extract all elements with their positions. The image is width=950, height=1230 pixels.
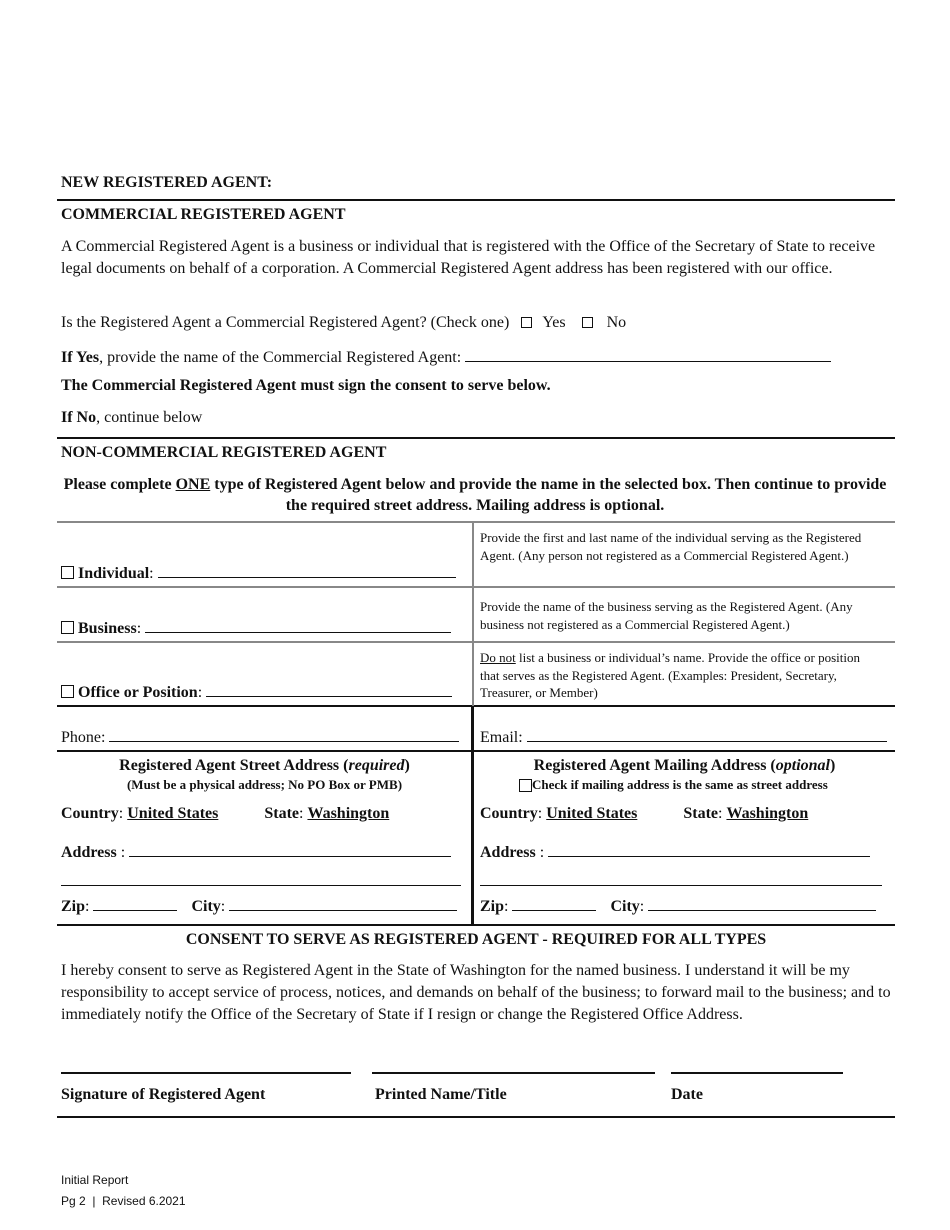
individual-label: Individual (78, 565, 150, 582)
street-subtitle: (Must be a physical address; No PO Box or PMB) (126, 777, 403, 792)
date-line[interactable] (671, 1072, 843, 1074)
mailing-zip-city-row: Zip: City: (480, 896, 876, 916)
table-line (57, 705, 895, 707)
section-title: NEW REGISTERED AGENT: (61, 174, 273, 191)
table-line (57, 924, 895, 926)
consent-text: I hereby consent to serve as Registered Agent in the State of Washington for the named business. I understand it will be my responsibility to accept service of process, notices, and demands on behalf of the business; to forward mail to the business; and to immediately notify the Office of the Secretary of State if I resign or change the Registered Office Address. (61, 962, 891, 1023)
footer-report: Initial Report (61, 1173, 129, 1187)
printed-name-line[interactable] (372, 1072, 655, 1074)
commercial-question-row (61, 314, 626, 332)
signature-label: Signature of Registered Agent (61, 1086, 266, 1103)
noncommercial-instructions: Please complete ONE type of Registered Agent below and provide the name in the selected box. Then continue to provide the required street address. Mailing address is optional. (63, 476, 887, 514)
email-row (480, 727, 887, 747)
office-field[interactable] (206, 682, 452, 697)
mailing-address-row: Address : (480, 842, 870, 862)
office-label: Office or Position (78, 684, 198, 701)
street-address-line2[interactable] (61, 885, 461, 886)
table-vline (471, 706, 474, 925)
mailing-address-line2[interactable] (480, 885, 882, 886)
table-line (57, 641, 895, 643)
if-no-row (61, 409, 202, 427)
yes-label: Yes (542, 314, 566, 331)
signature-line[interactable] (61, 1072, 351, 1074)
street-city-field[interactable] (229, 896, 457, 911)
no-label: No (606, 314, 627, 331)
phone-row (61, 727, 459, 747)
business-label: Business (78, 620, 137, 637)
mailing-state-value: Washington (726, 805, 809, 822)
mailing-title: Registered Agent Mailing Address (optional) (533, 757, 836, 774)
table-line (57, 586, 895, 588)
individual-row: Individual: (61, 563, 456, 583)
street-title: Registered Agent Street Address (required) (119, 757, 410, 774)
office-checkbox[interactable] (61, 685, 74, 698)
if-yes-label: If Yes (61, 349, 100, 366)
commercial-agent-name-field[interactable] (465, 347, 831, 362)
mailing-country-value: United States (546, 805, 638, 822)
if-no-text: , continue below (96, 409, 203, 426)
footer-page: Pg 2 | Revised 6.2021 (61, 1194, 186, 1208)
table-vline (472, 522, 474, 706)
no-checkbox[interactable] (582, 317, 593, 328)
divider (57, 199, 895, 201)
email-field[interactable] (527, 727, 887, 742)
divider (57, 1116, 895, 1118)
street-address-row: Address : (61, 842, 451, 862)
mailing-address-field[interactable] (548, 842, 870, 857)
individual-checkbox[interactable] (61, 566, 74, 579)
business-name-field[interactable] (145, 618, 451, 633)
business-row: Business: (61, 618, 451, 638)
office-help: Do not list a business or individual’s name. Provide the office or position that serves as the Registered Agent. (Examples: President, Secretary, Treasurer, or Member) (480, 650, 860, 700)
consent-heading: CONSENT TO SERVE AS REGISTERED AGENT - REQUIRED FOR ALL TYPES (185, 931, 767, 948)
if-no-label: If No (61, 409, 97, 426)
mailing-zip-field[interactable] (512, 896, 596, 911)
email-label: Email: (480, 729, 523, 746)
office-row: Office or Position: (61, 682, 452, 702)
phone-label: Phone: (61, 729, 106, 746)
yes-checkbox[interactable] (521, 317, 532, 328)
street-state-value: Washington (307, 805, 390, 822)
divider (57, 437, 895, 439)
same-address-checkbox[interactable] (519, 779, 532, 792)
street-country-value: United States (127, 805, 219, 822)
date-label: Date (671, 1086, 703, 1103)
street-country-row: Country: United States State: Washington (61, 805, 390, 822)
mailing-city-field[interactable] (648, 896, 876, 911)
mailing-same-row (519, 777, 828, 793)
street-zip-city-row: Zip: City: (61, 896, 457, 916)
if-yes-text: , provide the name of the Commercial Registered Agent: (99, 349, 462, 366)
table-line (57, 750, 895, 752)
individual-help: Provide the first and last name of the individual serving as the Registered Agent. (Any person not registered as a Commercial Registered Agent.) (480, 530, 862, 563)
commercial-description: A Commercial Registered Agent is a business or individual that is registered with the Office of the Secretary of State to receive legal documents on behalf of a corporation. A Commercial Registered Agent address has been registered with our office. (61, 238, 876, 277)
same-address-label: Check if mailing address is the same as street address (532, 777, 828, 792)
commercial-heading: COMMERCIAL REGISTERED AGENT (61, 206, 346, 223)
commercial-question: Is the Registered Agent a Commercial Registered Agent? (Check one) (61, 314, 510, 331)
phone-field[interactable] (109, 727, 459, 742)
business-checkbox[interactable] (61, 621, 74, 634)
noncommercial-heading: NON-COMMERCIAL REGISTERED AGENT (61, 444, 387, 461)
printed-name-label: Printed Name/Title (375, 1086, 507, 1103)
individual-name-field[interactable] (158, 563, 456, 578)
street-zip-field[interactable] (93, 896, 177, 911)
if-yes-row (61, 347, 831, 367)
street-address-field[interactable] (129, 842, 451, 857)
table-line (57, 521, 895, 523)
mailing-country-row: Country: United States State: Washington (480, 805, 809, 822)
must-sign-note: The Commercial Registered Agent must sign the consent to serve below. (61, 377, 551, 394)
business-help: Provide the name of the business serving as the Registered Agent. (Any business not registered as a Commercial Registered Agent.) (480, 599, 853, 632)
